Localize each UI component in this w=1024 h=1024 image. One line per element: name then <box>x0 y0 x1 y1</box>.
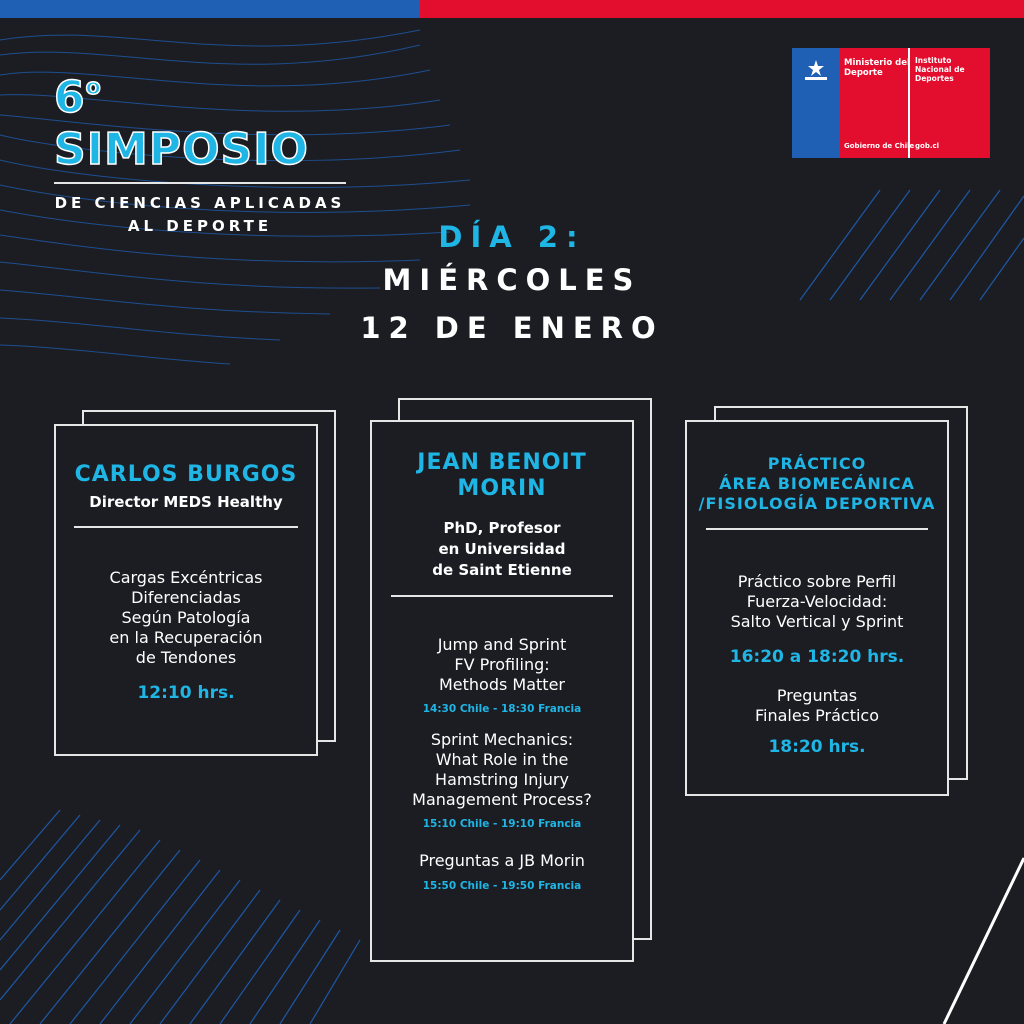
speaker-name <box>372 450 632 502</box>
talk-line: Jump and Sprint <box>437 635 567 654</box>
talk-title <box>687 686 947 726</box>
talk-time: 18:20 hrs. <box>768 737 866 757</box>
card-divider <box>706 528 928 530</box>
day-label: DÍA 2: <box>438 220 586 254</box>
title-ordinal: o <box>85 75 102 100</box>
talk-line: Cargas Excéntricas <box>109 568 263 587</box>
title-divider <box>54 182 346 184</box>
talk-time: 16:20 a 18:20 hrs. <box>729 647 905 667</box>
subtitle-line: DE CIENCIAS APLICADAS <box>54 194 346 212</box>
speaker-name-line: MORIN <box>457 476 547 501</box>
talk-line: Según Patología <box>121 608 251 627</box>
session-title-line: /FISIOLOGÍA DEPORTIVA <box>698 494 936 513</box>
title-word: SIMPOSIO <box>54 124 309 175</box>
day-weekday: MIÉRCOLES <box>382 263 642 297</box>
talk-line: Methods Matter <box>438 675 565 694</box>
diagonal-lines-top-right <box>800 190 1024 300</box>
talk-line: Diferenciadas <box>131 588 241 607</box>
talk-line: Management Process? <box>412 790 592 809</box>
subtitle-line: AL DEPORTE <box>127 217 273 235</box>
role-line: en Universidad <box>438 540 566 558</box>
talk-line: What Role in the <box>435 750 569 769</box>
diagonal-lines-bottom-left <box>0 810 360 1024</box>
speaker-role <box>372 518 632 581</box>
session-card-jean-benoit-morin <box>370 420 634 962</box>
session-card-carlos-burgos <box>54 424 318 756</box>
ministry-footer: Gobierno de Chile <box>844 142 915 150</box>
event-title-block <box>54 62 354 238</box>
institute-footer: gob.cl <box>915 142 940 150</box>
speaker-name: CARLOS BURGOS <box>74 462 298 487</box>
role-line: de Saint Etienne <box>432 561 572 579</box>
talk-time: 15:50 Chile - 19:50 Francia <box>422 880 582 892</box>
session-title-line: ÁREA BIOMECÁNICA <box>719 474 915 493</box>
talk-line: FV Profiling: <box>454 655 550 674</box>
ministry-name <box>844 58 910 78</box>
chile-government-crest-icon <box>802 58 830 88</box>
talk-time: 14:30 Chile - 18:30 Francia <box>422 703 582 715</box>
institute-line: Deportes <box>915 74 954 83</box>
day-heading <box>312 218 712 352</box>
event-title <box>54 62 354 176</box>
talk-line: Práctico sobre Perfil <box>737 572 897 591</box>
talk-line: Preguntas a JB Morin <box>419 851 585 870</box>
talk-title <box>687 572 947 632</box>
session-title <box>687 454 947 514</box>
talk-line: Salto Vertical y Sprint <box>730 612 904 631</box>
government-logo <box>792 48 990 158</box>
talk-line: de Tendones <box>135 648 237 667</box>
talk-line: Preguntas <box>776 686 858 705</box>
day-date: 12 DE ENERO <box>360 311 664 345</box>
talk-line: Sprint Mechanics: <box>430 730 574 749</box>
talk-time: 15:10 Chile - 19:10 Francia <box>422 818 582 830</box>
speaker-name-line: JEAN BENOIT <box>417 450 587 475</box>
institute-line: Instituto <box>915 56 952 65</box>
ministry-line: Ministerio del <box>844 58 910 68</box>
talk-title <box>372 635 632 695</box>
talk-line: Fuerza-Velocidad: <box>746 592 888 611</box>
card-divider <box>391 595 613 597</box>
speaker-role: Director MEDS Healthy <box>89 493 283 511</box>
white-accent-line <box>944 858 1024 1024</box>
card-divider <box>74 526 298 528</box>
talk-time: 12:10 hrs. <box>137 683 235 703</box>
event-subtitle <box>54 192 346 238</box>
title-number: 6 <box>54 72 86 123</box>
session-title-line: PRÁCTICO <box>767 454 867 473</box>
institute-name <box>915 56 965 83</box>
talk-title <box>56 568 316 668</box>
ministry-line: Deporte <box>844 68 883 78</box>
talk-title <box>372 730 632 810</box>
talk-line: Finales Práctico <box>755 706 879 725</box>
institute-line: Nacional de <box>915 65 965 74</box>
talk-line: Hamstring Injury <box>435 770 569 789</box>
role-line: PhD, Profesor <box>443 519 561 537</box>
talk-title <box>372 851 632 871</box>
talk-line: en la Recuperación <box>109 628 263 647</box>
session-card-practico <box>685 420 949 796</box>
